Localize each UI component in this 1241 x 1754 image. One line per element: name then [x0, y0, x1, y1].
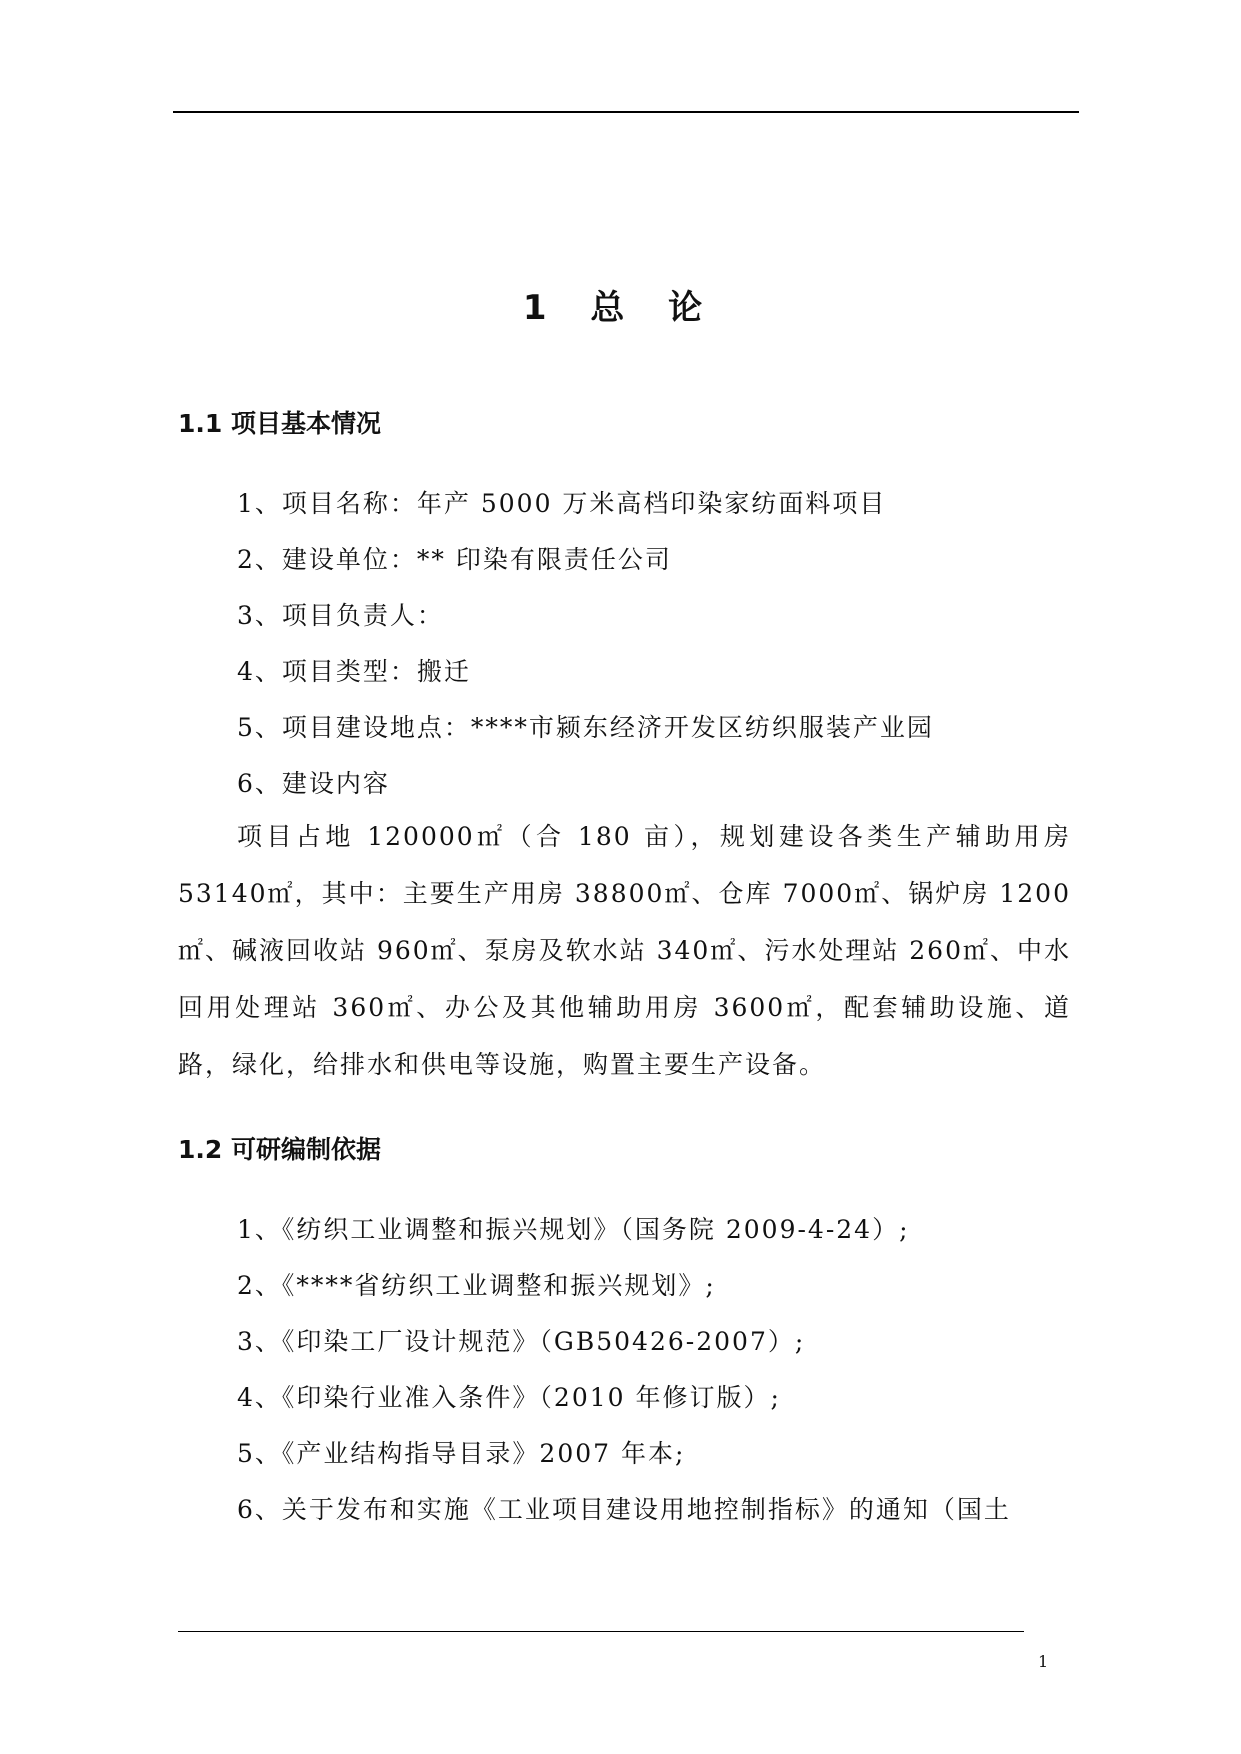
- list-item: 6、关于发布和实施《工业项目建设用地控制指标》的通知（国土: [237, 1495, 1011, 1524]
- list-item: 1、项目名称：年产 5000 万米高档印染家纺面料项目: [237, 489, 887, 518]
- list-item: 6、建设内容: [237, 769, 390, 798]
- section-heading-basic-info: 1.1 项目基本情况: [178, 409, 381, 438]
- header-rule: [173, 111, 1079, 113]
- list-item: 3、《印染工厂设计规范》（GB50426-2007）;: [237, 1327, 806, 1356]
- list-item: 2、建设单位：** 印染有限责任公司: [237, 545, 672, 574]
- section-heading-basis: 1.2 可研编制依据: [178, 1135, 381, 1164]
- list-item: 2、《****省纺织工业调整和振兴规划》;: [237, 1271, 716, 1300]
- construction-content-paragraph: 项目占地 120000㎡（合 180 亩），规划建设各类生产辅助用房 53140㎡，其中：主要生产用房 38800㎡、仓库 7000㎡、锅炉房 1200㎡、碱液回收站 960㎡、泵房及软水站 340㎡、污水处理站 260㎡、中水回用处理站 360㎡、办公及其他辅助用房 3600㎡，配套辅助设施、道路，绿化，给排水和供电等设施，购置主要生产设备。: [178, 822, 1071, 1079]
- list-item: 1、《纺织工业调整和振兴规划》（国务院 2009-4-24）;: [237, 1215, 910, 1244]
- list-item: 5、项目建设地点：****市颍东经济开发区纺织服装产业园: [237, 713, 934, 742]
- chapter-title: 1 总 论: [522, 288, 719, 328]
- list-item: 4、项目类型：搬迁: [237, 657, 471, 686]
- list-item: 3、项目负责人：: [237, 601, 444, 630]
- list-item: 5、《产业结构指导目录》2007 年本;: [237, 1439, 686, 1468]
- footer-rule: [178, 1631, 1024, 1632]
- page-number: 1: [1038, 1652, 1049, 1671]
- list-item: 4、《印染行业准入条件》（2010 年修订版）;: [237, 1383, 781, 1412]
